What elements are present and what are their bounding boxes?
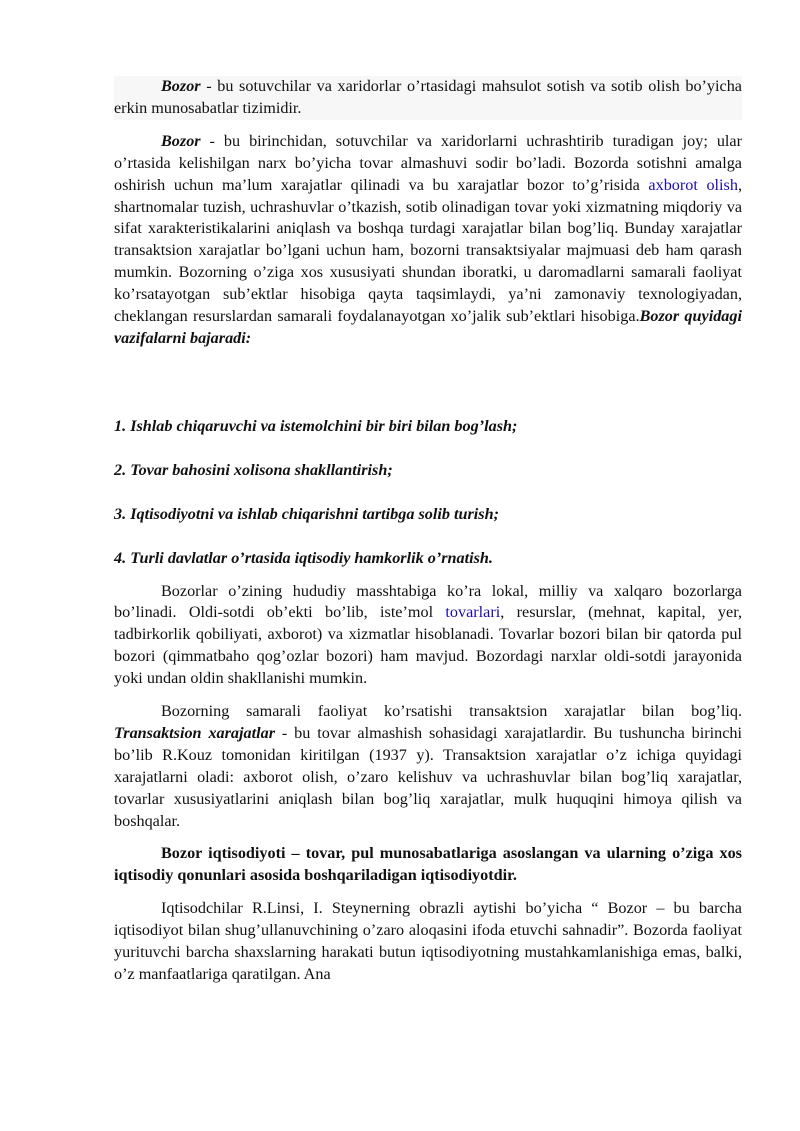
term-bozor: Bozor (161, 77, 201, 95)
paragraph-text: - bu sotuvchilar va xaridorlar o’rtasidagi mahsulot sotish va sotib olish bo’yicha erkin munosabatlar tizimidir. (114, 77, 742, 117)
link-axborot-olish[interactable]: axborot olish (648, 175, 738, 194)
paragraph-text: Bozorlar o’zining hududiy masshtabiga ko’ra lokal, milliy va xalqaro bozorlarga bo’linadi. Oldi-sotdi ob’ekti bo’lib, iste’mol (114, 581, 742, 622)
link-tovarlari[interactable]: tovarlari (445, 603, 501, 622)
list-item: 2. Tovar bahosini xolisona shakllantirish; (114, 460, 393, 479)
list-item: 1. Ishlab chiqaruvchi va istemolchini bir biri bilan bog’lash; (114, 416, 518, 435)
paragraph-text: Bozorning samarali faoliyat ko’rsatishi transaktsion xarajatlar bilan bog’liq. (161, 702, 742, 721)
paragraph-text: - bu tovar almashish sohasidagi xarajatlardir. Bu tushuncha birinchi bo’lib R.Kouz tomonidan kiritilgan (1937 y). Transaktsion xarajatlar o’z ichiga quyidagi xarajatlarni oladi: axborot olish, o’zaro kelishuv va uchrashuvlar bilan bog’liq xarajatlar, tovarlar xususiyatlarini aniqlash bilan bog’liq xarajatlar, mulk huquqini himoya qilish va boshqalar. (114, 723, 742, 830)
list-item: 3. Iqtisodiyotni va ishlab chiqarishni tartibga solib turish; (114, 504, 499, 523)
paragraph-market-economy-definition: Bozor iqtisodiyoti – tovar, pul munosabatlariga asoslangan va ularning o’ziga xos iqtisodiy qonunlari asosida boshqariladigan iqtisodiyotdir. (114, 844, 742, 885)
paragraph-text: - bu birinchidan, sotuvchilar va xaridorlarni uchrashtirib turadigan joy; ular o’rtasida kelishilgan narx bo’yicha tovar almashuvi sodir bo’ladi. Bozorda sotishni amalga oshirish uchun ma’lum xarajatlar qilinadi va bu xarajatlar bozor to’g’risida (114, 131, 742, 194)
paragraph-market-second-definition (114, 131, 742, 350)
blank-space (114, 350, 742, 416)
paragraph-market-types (114, 581, 742, 691)
paragraph-transaction-costs (114, 701, 742, 832)
document-page (114, 76, 742, 986)
paragraph-economists-quote: Iqtisodchilar R.Linsi, I. Steynerning obrazli aytishi bo’yicha “ Bozor – bu barcha iqtisodiyot bilan shug’ullanuvchining o’zaro aloqasini ifoda etuvchi sahnadir”. Bozorda faoliyat yurituvchi barcha shaxslarning harakati butun iqtisodiyotning mustahkamlanishiga emas, balki, o’z manfaatlariga qaratilgan. Ana (114, 899, 742, 983)
term-bozor: Bozor (161, 131, 201, 150)
functions-heading: Bozor quyidagi vazifalarni bajaradi: (114, 307, 742, 347)
list-item: 4. Turli davlatlar o’rtasida iqtisodiy hamkorlik o’rnatish. (114, 548, 493, 567)
term-transaktsion-xarajatlar: Transaktsion xarajatlar (114, 723, 276, 742)
paragraph-market-definition (114, 76, 742, 120)
paragraph-text: , resurslar, (mehnat, kapital, yer, tadbirkorlik qobiliyati, axborot) va xizmatlar hisoblanadi. Tovarlar bozori bilan bir qatorda pul bozori (qimmatbaho qog’ozlar bozori) ham mavjud. Bozordagi narxlar oldi-sotdi jarayonida yoki undan oldin shakllanishi mumkin. (114, 603, 742, 688)
paragraph-text: , shartnomalar tuzish, uchrashuvlar o’tkazish, sotib olinadigan tovar yoki xizmatning miqdoriy va sifat xarakteristikalarini aniqlash va boshqa turdagi xarajatlar bilan bog’liq. Bunday xarajatlar transaktsion xarajatlar bo’lgani uchun ham, bozorni transaktsiyalar majmuasi deb ham qarash mumkin. Bozorning o’ziga xos xususiyati shundan iboratki, u daromadlarni samarali faoliyat ko’rsatayotgan sub’ektlar hisobiga qayta taqsimlaydi, ya’ni zamonaviy texnologiyadan, cheklangan resurslardan samarali foydalanayotgan xo’jalik sub’ektlari hisobiga. (114, 175, 742, 326)
